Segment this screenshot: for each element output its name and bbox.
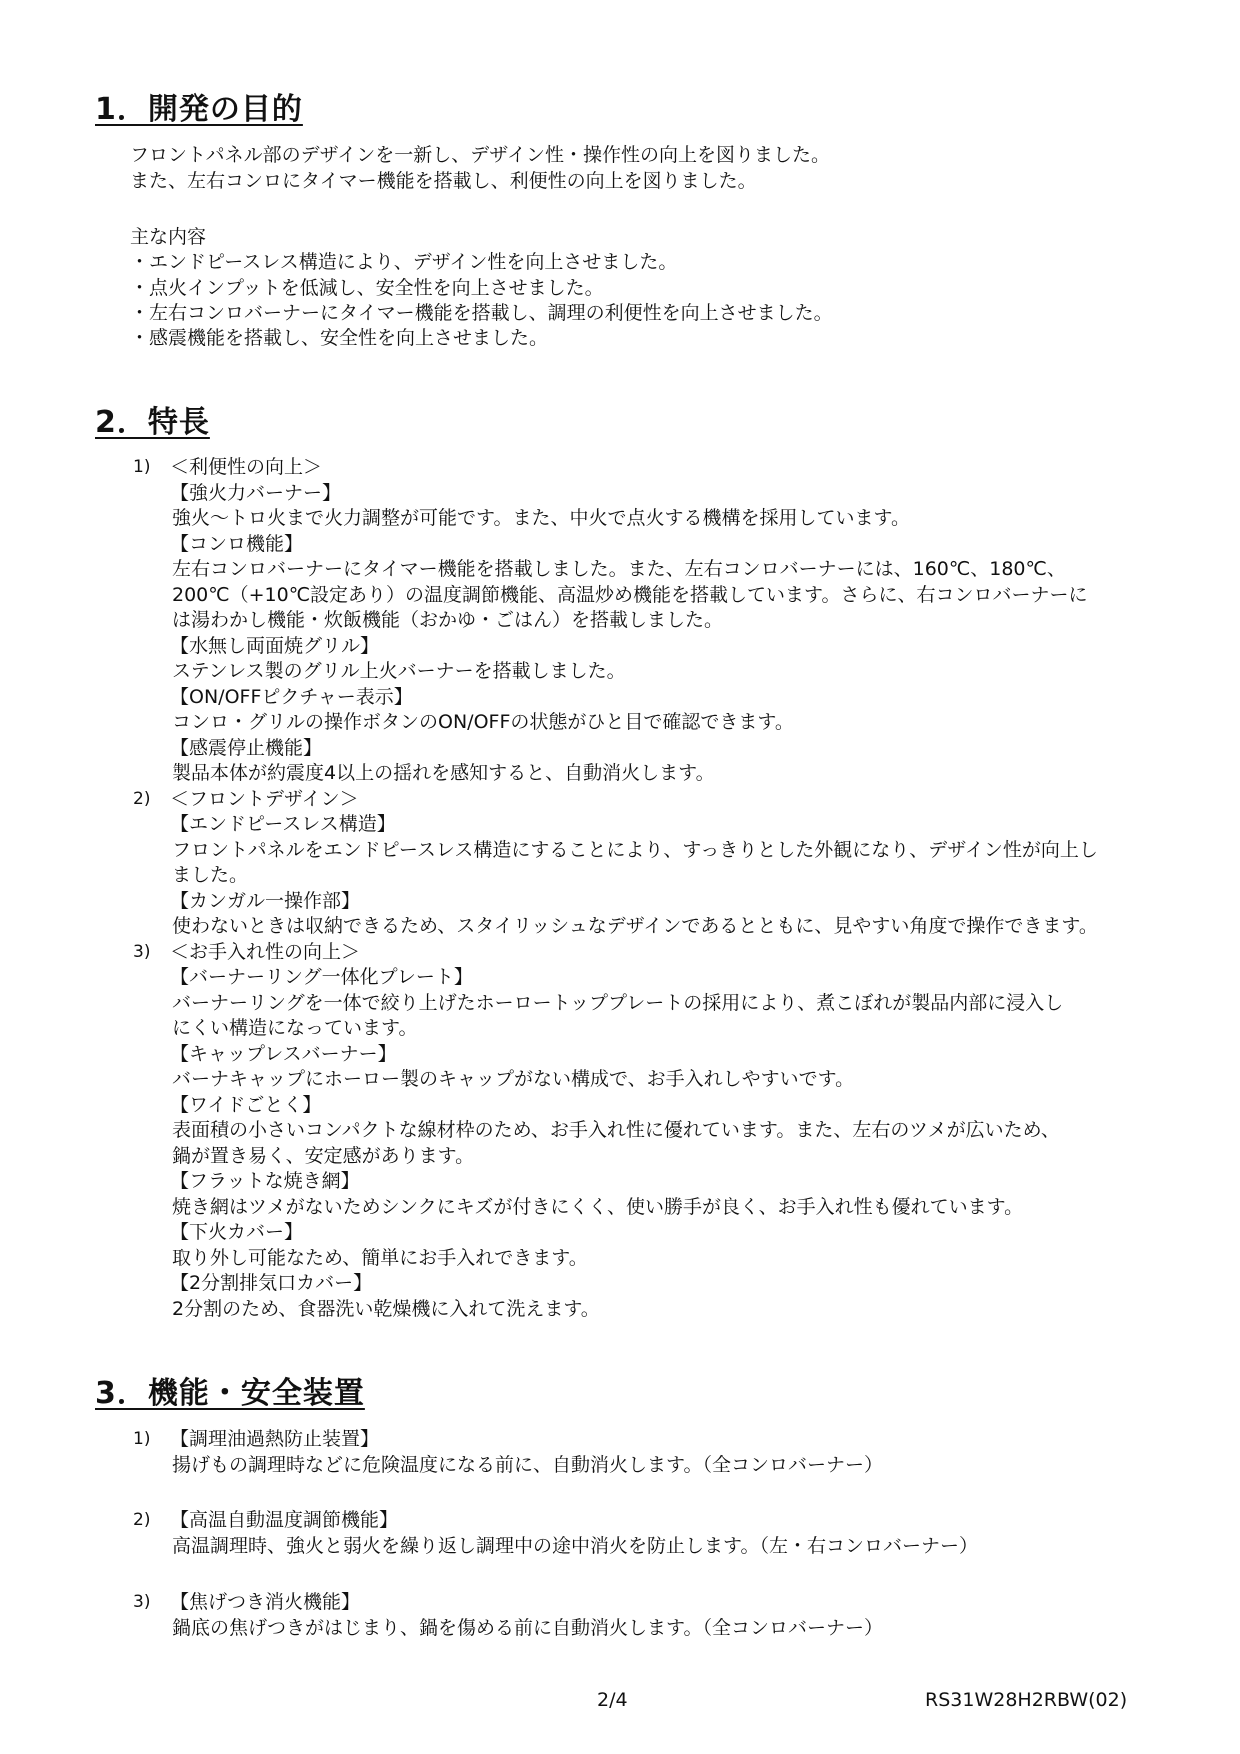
feature-label: 【2分割排気口カバー】: [170, 1272, 373, 1294]
feature-label: 【感震停止機能】: [170, 737, 323, 759]
feature-label: 【強火力バーナー】: [170, 482, 342, 504]
summary-bullet: ・左右コンロバーナーにタイマー機能を搭載し、調理の利便性を向上させました。: [130, 302, 833, 324]
group-number: 2): [133, 789, 151, 809]
feature-label: 【バーナーリング一体化プレート】: [170, 966, 473, 988]
feature-label: 【エンドピースレス構造】: [170, 813, 396, 835]
summary-heading: 主な内容: [130, 226, 207, 248]
feature-text: 鍋が置き易く、安定感があります。: [172, 1145, 475, 1167]
feature-text: フロントパネルをエンドピースレス構造にすることにより、すっきりとした外観になり、デザイン性が向上し: [172, 839, 1098, 861]
feature-label: 【キャップレスバーナー】: [170, 1043, 397, 1065]
group-number: 1): [133, 457, 151, 477]
section-2-title: 2．特長: [95, 405, 210, 440]
safety-label: 【調理油過熱防止装置】: [170, 1428, 380, 1450]
feature-text: 使わないときは収納できるため、スタイリッシュなデザインであるとともに、見やすい角度で操作できます。: [172, 915, 1098, 937]
summary-bullet: ・エンドピースレス構造により、デザイン性を向上させました。: [130, 251, 678, 273]
safety-number: 2): [133, 1510, 151, 1530]
purpose-paragraph-1: フロントパネル部のデザインを一新し、デザイン性・操作性の向上を図りました。: [130, 144, 830, 166]
safety-text: 鍋底の焦げつきがはじまり、鍋を傷める前に自動消火します。（全コンロバーナー）: [172, 1617, 883, 1639]
safety-text: 揚げもの調理時などに危険温度になる前に、自動消火します。（全コンロバーナー）: [172, 1454, 883, 1476]
summary-bullet: ・点火インプットを低減し、安全性を向上させました。: [130, 277, 604, 299]
feature-text: ました。: [172, 864, 249, 886]
summary-bullet: ・感震機能を搭載し、安全性を向上させました。: [130, 327, 549, 349]
section-3-title: 3．機能・安全装置: [95, 1376, 365, 1411]
safety-number: 3): [133, 1592, 151, 1612]
document-code: RS31W28H2RBW(02): [925, 1689, 1128, 1711]
feature-text: バーナーリングを一体で絞り上げたホーロートッププレートの採用により、煮こぼれが製品内部に浸入し: [172, 992, 1064, 1014]
safety-number: 1): [133, 1429, 151, 1449]
feature-label: 【水無し両面焼グリル】: [170, 635, 380, 657]
feature-text: 表面積の小さいコンパクトな線材枠のため、お手入れ性に優れています。また、左右のツメが広いため、: [172, 1119, 1060, 1141]
page-number: 2/4: [597, 1689, 628, 1711]
group-heading: ＜お手入れ性の向上＞: [170, 941, 361, 963]
feature-text: にくい構造になっています。: [172, 1017, 418, 1039]
group-number: 3): [133, 942, 151, 962]
feature-label: 【フラットな焼き網】: [170, 1170, 360, 1192]
feature-text: コンロ・グリルの操作ボタンのON/OFFの状態がひと目で確認できます。: [172, 711, 794, 733]
safety-label: 【高温自動温度調節機能】: [170, 1509, 399, 1531]
group-heading: ＜利便性の向上＞: [170, 456, 323, 478]
feature-label: 【下火カバー】: [170, 1221, 304, 1243]
feature-label: 【ON/OFFピクチャー表示】: [170, 686, 413, 708]
feature-text: 取り外し可能なため、簡単にお手入れできます。: [172, 1247, 588, 1269]
feature-label: 【コンロ機能】: [170, 533, 304, 555]
feature-label: 【ワイドごとく】: [170, 1094, 322, 1116]
purpose-paragraph-2: また、左右コンロにタイマー機能を搭載し、利便性の向上を図りました。: [130, 170, 757, 192]
safety-text: 高温調理時、強火と弱火を繰り返し調理中の途中消火を防止します。（左・右コンロバーナー）: [172, 1535, 978, 1557]
feature-text: バーナキャップにホーロー製のキャップがない構成で、お手入れしやすいです。: [172, 1068, 855, 1090]
safety-label: 【焦げつき消火機能】: [170, 1591, 361, 1613]
feature-text: ステンレス製のグリル上火バーナーを搭載しました。: [172, 660, 626, 682]
section-1-title: 1．開発の目的: [95, 92, 303, 127]
feature-text: は湯わかし機能・炊飯機能（おかゆ・ごはん）を搭載しました。: [172, 609, 724, 631]
feature-text: 左右コンロバーナーにタイマー機能を搭載しました。また、左右コンロバーナーには、160℃、180℃、: [172, 558, 1066, 580]
feature-text: 製品本体が約震度4以上の揺れを感知すると、自動消火します。: [172, 762, 715, 784]
feature-text: 2分割のため、食器洗い乾燥機に入れて洗えます。: [172, 1298, 600, 1320]
feature-text: 焼き網はツメがないためシンクにキズが付きにくく、使い勝手が良く、お手入れ性も優れています。: [172, 1196, 1024, 1218]
feature-label: 【カンガル一操作部】: [170, 890, 361, 912]
feature-text: 強火～トロ火まで火力調整が可能です。また、中火で点火する機構を採用しています。: [172, 507, 910, 529]
feature-text: 200℃（+10℃設定あり）の温度調節機能、高温炒め機能を搭載しています。さらに、右コンロバーナーに: [172, 584, 1088, 606]
group-heading: ＜フロントデザイン＞: [170, 788, 359, 810]
